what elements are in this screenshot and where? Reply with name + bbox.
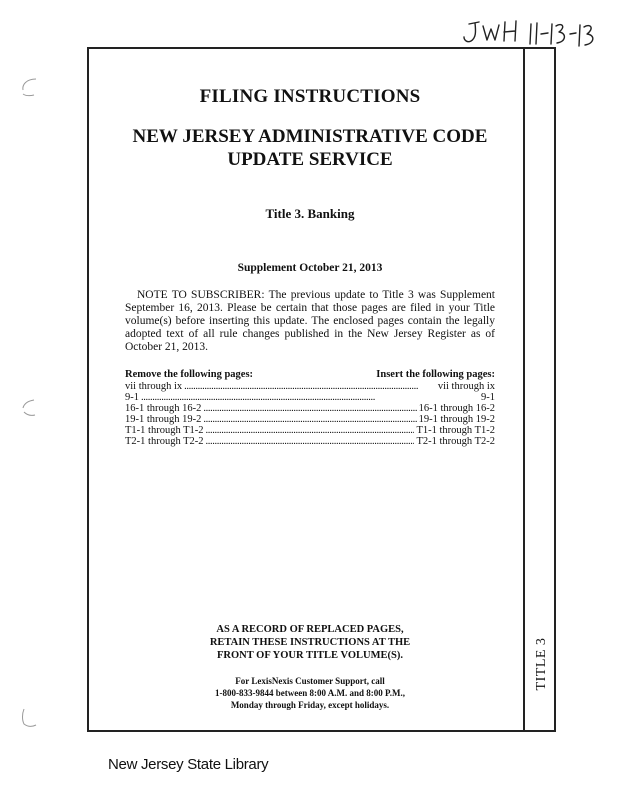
page-replacement-table: [125, 369, 495, 447]
title-heading: Title 3. Banking: [265, 206, 355, 221]
punch-hole-mark: [18, 706, 42, 730]
note-to-subscriber: NOTE TO SUBSCRIBER: The previous update to Title 3 was Supplement September 16, 2013. Please be certain that those pages are filed in your Title volume(s) before inserting this update. The enclosed pages contain the legally adopted text of all rule changes published in the New Jersey Register as of October 21, 2013.: [125, 289, 495, 353]
record-retention-notice: AS A RECORD OF REPLACED PAGES, RETAIN THESE INSTRUCTIONS AT THE FRONT OF YOUR TITLE VOLUME(S).: [209, 624, 411, 661]
title-tab: [529, 609, 555, 719]
table-row: T1-1 through T1-2 . . . T1-1 through T1-2: [125, 425, 495, 436]
page-table-header: [125, 369, 495, 381]
supplement-date: Supplement October 21, 2013: [237, 262, 383, 274]
table-row: vii through ix . . . vii through ix: [125, 381, 495, 392]
page-subtitle: NEW JERSEY ADMINISTRATIVE CODE UPDATE SERVICE: [132, 126, 488, 170]
remove-header: Remove the following pages:: [125, 369, 254, 380]
punch-hole-mark: [18, 397, 42, 421]
title-tab-label: TITLE 3: [534, 637, 549, 691]
table-row: 19-1 through 19-2 . . . 19-1 through 19-2: [125, 414, 495, 425]
customer-support-info: For LexisNexis Customer Support, call 1-800-833-9844 between 8:00 A.M. and 8:00 P.M., Monday through Friday, except holidays.: [215, 676, 405, 710]
insert-header: Insert the following pages:: [376, 369, 495, 380]
page-title: FILING INSTRUCTIONS: [199, 86, 421, 107]
library-stamp: New Jersey State Library: [108, 756, 269, 773]
tab-divider-line: [523, 49, 525, 730]
table-row: T2-1 through T2-2 . . . T2-1 through T2-2: [125, 436, 495, 447]
punch-hole-mark: [18, 75, 42, 99]
document-frame: [87, 47, 556, 732]
table-row: 9-1 . . . 9-1: [125, 392, 495, 403]
table-row: 16-1 through 16-2 . . . 16-1 through 16-2: [125, 403, 495, 414]
